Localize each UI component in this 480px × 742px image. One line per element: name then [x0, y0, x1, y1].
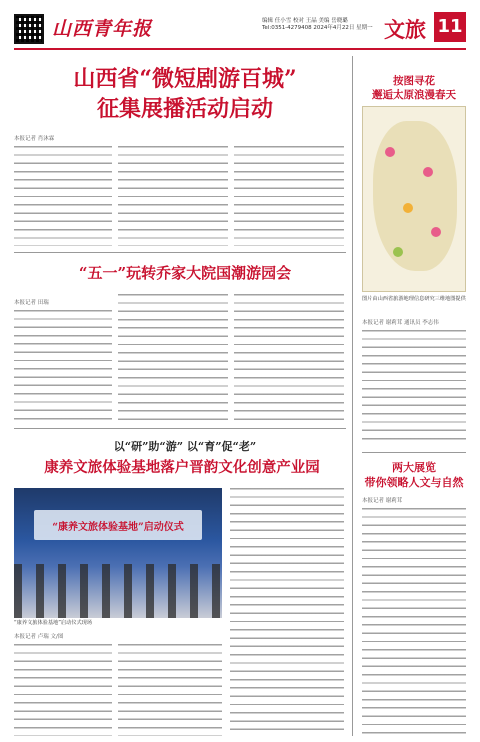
header-meta — [262, 18, 373, 32]
sidebar2-text — [362, 508, 466, 736]
sidebar-separator — [362, 452, 466, 453]
article2-text-col3 — [234, 294, 344, 422]
article1-text-col3 — [234, 146, 344, 246]
article2-text-col2 — [118, 294, 228, 422]
article2-text-col1 — [14, 310, 112, 422]
sidebar1-title-line1: 按图寻花 — [393, 75, 435, 87]
article3-title: 康养文旅体验基地落户晋韵文化创意产业园 — [44, 459, 320, 476]
flower-marker-icon — [393, 247, 403, 257]
sidebar1-title-line2: 邂逅太原浪漫春天 — [372, 89, 456, 101]
article1-title-line2: 征集展播活动启动 — [96, 96, 273, 122]
newspaper-logo: 山西青年报 — [52, 18, 153, 40]
qr-code — [14, 14, 44, 44]
article3-text-col3 — [230, 488, 344, 736]
photo-caption: “康养文旅体验基地”启动仪式现场 — [14, 620, 93, 626]
article1-title — [30, 64, 340, 124]
article1-byline: 本报记者 肖沐霖 — [14, 136, 55, 142]
article2-byline: 本报记者 田瑞 — [14, 300, 49, 306]
article3-byline: 本报记者 卢瑞 文/图 — [14, 634, 64, 640]
sidebar1-text — [362, 330, 466, 446]
sidebar2-title — [362, 460, 466, 490]
article3-subtitle: 以“研”助“游” 以“育”促“老” — [113, 440, 257, 453]
sidebar2-byline: 本报记者 谢莉茸 — [362, 498, 403, 504]
article1-text-col2 — [118, 146, 228, 246]
sidebar1-title — [362, 74, 466, 102]
page-number: 11 — [434, 12, 466, 42]
article3-text-col1 — [14, 644, 112, 736]
event-photo — [14, 488, 222, 618]
photo-banner-text: “康养文旅体验基地”启动仪式 — [52, 522, 184, 533]
article1-title-line1: 山西省“微短剧游百城” — [73, 66, 297, 92]
article2-title: “五一”玩转乔家大院国潮游园会 — [78, 264, 292, 282]
header-meta-date: Tel:0351-4279408 2024年4月22日 星期一 — [262, 25, 373, 31]
flower-map-image — [362, 106, 466, 292]
header-meta-editors: 编辑 任小雪 校对 王晶 美编 岳晓璐 — [262, 18, 348, 24]
map-region — [373, 121, 457, 271]
section-name: 文旅 — [384, 17, 426, 42]
sidebar1-byline: 本报记者 谢莉茸 通讯员 李志伟 — [362, 320, 439, 326]
sidebar2-title-line1: 两大展览 — [392, 461, 436, 474]
column-divider — [352, 56, 353, 736]
flower-marker-icon — [423, 167, 433, 177]
map-caption: 图片由山西省旅游地理信息研究三维地图提供 — [362, 296, 466, 302]
article1-text-col1 — [14, 146, 112, 246]
sidebar2-title-line2: 带你领略人文与自然 — [364, 476, 464, 489]
article3-text-col2 — [118, 644, 222, 736]
article-separator — [14, 252, 346, 253]
article-separator — [14, 428, 346, 429]
flower-marker-icon — [385, 147, 395, 157]
flower-marker-icon — [403, 203, 413, 213]
header-rule — [14, 48, 466, 50]
flower-marker-icon — [431, 227, 441, 237]
photo-people — [14, 564, 222, 618]
